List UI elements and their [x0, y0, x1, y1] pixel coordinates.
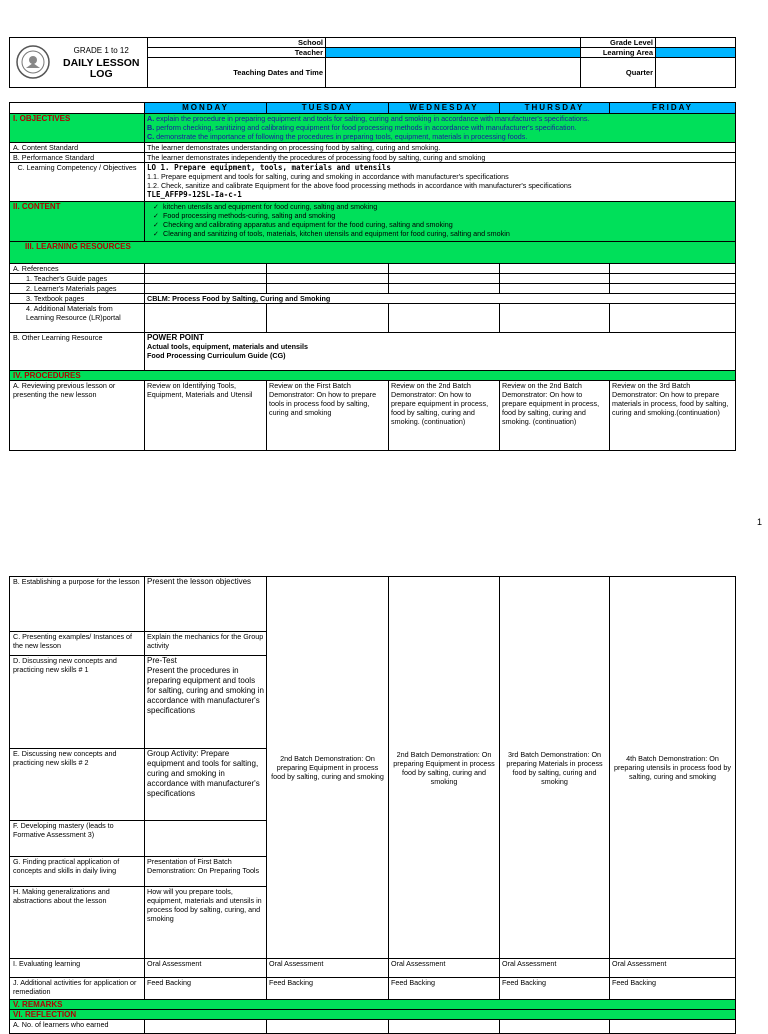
- procedure-b-label: B. Establishing a purpose for the lesson: [10, 577, 145, 632]
- procedure-j-label: J. Additional activities for application or remediation: [10, 978, 145, 1000]
- procedure-i-friday: Oral Assessment: [610, 959, 736, 978]
- content-label: II. CONTENT: [10, 202, 145, 242]
- content-row: [10, 202, 736, 242]
- procedure-a-tuesday: Review on the First Batch Demonstrator: On how to prepare tools in process food by salting, curing and smoking: [267, 381, 389, 451]
- procedure-f-monday: [145, 821, 267, 857]
- other-row: [10, 333, 736, 371]
- tg-label: 1. Teacher's Guide pages: [10, 274, 145, 284]
- school-value[interactable]: [326, 38, 581, 48]
- competency-row: [10, 163, 736, 202]
- content-list: [145, 202, 736, 242]
- procedure-c-monday: Explain the mechanics for the Group activity: [145, 632, 267, 656]
- title-line2: LOG: [89, 67, 113, 80]
- competency-label: C. Learning Competency / Objectives: [10, 163, 145, 202]
- remarks-label: V. REMARKS: [10, 1000, 736, 1010]
- content-standard-label: A. Content Standard: [10, 143, 145, 153]
- content-standard-row: [10, 143, 736, 153]
- procedures-label: IV. PROCEDURES: [10, 371, 736, 381]
- demo-wednesday: 2nd Batch Demonstration: On preparing Equipment in process food by salting, curing and smoking: [389, 577, 500, 959]
- procedure-i-label: I. Evaluating learning: [10, 959, 145, 978]
- quarter-value[interactable]: [656, 58, 736, 88]
- competency-value: [145, 163, 736, 202]
- performance-standard-row: [10, 153, 736, 163]
- day-thursday: THURSDAY: [500, 103, 610, 114]
- grade-level-label: Grade Level: [581, 38, 656, 48]
- procedure-i-row: [10, 959, 736, 978]
- competency-item-2: 1.2. Check, sanitize and calibrate Equipment for the above food processing methods in accordance with manufacturer's specifications: [147, 181, 572, 190]
- textbook-row: [10, 294, 736, 304]
- procedure-f-label: F. Developing mastery (leads to Formative Assessment 3): [10, 821, 145, 857]
- competency-item-1: 1.1. Prepare equipment and tools for salting, curing and smoking in accordance with manufacturer's specifications: [147, 172, 509, 181]
- content-standard-value: The learner demonstrates understanding on processing food by salting, curing and smoking.: [145, 143, 736, 153]
- other-item: Actual tools, equipment, materials and utensils: [147, 342, 308, 351]
- performance-standard-value: The learner demonstrates independently the procedures of processing food by salting, curing and smoking: [145, 153, 736, 163]
- teacher-value[interactable]: [326, 48, 581, 58]
- references-row: [10, 264, 736, 274]
- textbook-label: 3. Textbook pages: [10, 294, 145, 304]
- objectives-row: [10, 114, 736, 143]
- title-line1: DAILY LESSON: [63, 56, 140, 69]
- lesson-table: [9, 102, 736, 451]
- procedure-d-monday: Pre-Test Present the procedures in preparing equipment and tools for salting, curing and smoking in accordance with manufacturer's specifications: [145, 656, 267, 749]
- other-label: B. Other Learning Resource: [10, 333, 145, 371]
- header-table: [9, 37, 736, 88]
- teacher-label: Teacher: [148, 48, 326, 58]
- reflection-row: [10, 1010, 736, 1020]
- references-label: A. References: [10, 264, 145, 274]
- procedure-a-monday: Review on Identifying Tools, Equipment, Materials and Utensil: [145, 381, 267, 451]
- tg-row: [10, 274, 736, 284]
- procedure-b-row: [10, 577, 736, 632]
- procedures-row: [10, 371, 736, 381]
- procedure-i-tuesday: Oral Assessment: [267, 959, 389, 978]
- other-item: Food Processing Curriculum Guide (CG): [147, 351, 286, 360]
- demo-friday: 4th Batch Demonstration: On preparing utensils in process food by salting, curing and smoking: [610, 577, 736, 959]
- reflection-a-row: [10, 1020, 736, 1034]
- textbook-value: CBLM: Process Food by Salting, Curing and Smoking: [145, 294, 736, 304]
- procedure-j-wednesday: Feed Backing: [389, 978, 500, 1000]
- procedure-g-monday: Presentation of First Batch Demonstration: On Preparing Tools: [145, 857, 267, 887]
- procedure-j-tuesday: Feed Backing: [267, 978, 389, 1000]
- demo-thursday: 3rd Batch Demonstration: On preparing Materials in process food by salting, curing and smoking: [500, 577, 610, 959]
- content-item: ✓ Cleaning and sanitizing of tools, materials, kitchen utensils and equipment for food curing, salting and smokin: [153, 229, 510, 238]
- grade-text: GRADE 1 to 12: [73, 45, 129, 55]
- procedure-j-thursday: Feed Backing: [500, 978, 610, 1000]
- procedure-i-wednesday: Oral Assessment: [389, 959, 500, 978]
- lm-row: [10, 284, 736, 294]
- other-item: POWER POINT: [147, 333, 204, 342]
- resources-label: III. LEARNING RESOURCES: [10, 242, 736, 264]
- procedure-g-label: G. Finding practical application of concepts and skills in daily living: [10, 857, 145, 887]
- procedure-i-thursday: Oral Assessment: [500, 959, 610, 978]
- remarks-row: [10, 1000, 736, 1010]
- content-item: ✓ Food processing methods-curing, salting and smoking: [153, 211, 336, 220]
- day-tuesday: TUESDAY: [267, 103, 389, 114]
- objectives-label: I. OBJECTIVES: [10, 114, 145, 143]
- procedure-b-monday: Present the lesson objectives: [145, 577, 267, 632]
- learning-area-value[interactable]: [656, 48, 736, 58]
- procedure-h-label: H. Making generalizations and abstractions about the lesson: [10, 887, 145, 959]
- objectives-cell: A. explain the procedure in preparing equipment and tools for salting, curing and smoking in accordance with manufacturer's specifications. B. perform checking, sanitizing and calibrating equipment for food processing methods in accordance with manufacturer's specification. C. demonstrate the importance of following the procedures in preparing tools, equipment, materials in processing foods.: [145, 114, 736, 143]
- quarter-label: Quarter: [581, 58, 656, 88]
- day-monday: MONDAY: [145, 103, 267, 114]
- school-label: School: [148, 38, 326, 48]
- resources-row: [10, 242, 736, 264]
- procedure-i-monday: Oral Assessment: [145, 959, 267, 978]
- additional-label: 4. Additional Materials from Learning Resource (LR)portal: [10, 304, 145, 333]
- reflection-label: VI. REFLECTION: [10, 1010, 736, 1020]
- competency-title: LO 1. Prepare equipment, tools, materials and utensils: [147, 163, 391, 172]
- grade-level-value[interactable]: [656, 38, 736, 48]
- page-number: 1: [756, 517, 762, 527]
- procedure-j-monday: Feed Backing: [145, 978, 267, 1000]
- procedure-a-thursday: Review on the 2nd Batch Demonstrator: On how to prepare equipment in process, food by salting, curing and smoking. (continuation): [500, 381, 610, 451]
- dates-label: Teaching Dates and Time: [148, 58, 326, 88]
- title-cell: [56, 38, 148, 88]
- deped-seal-icon: [15, 44, 51, 80]
- procedure-e-label: E. Discussing new concepts and practicing new skills # 2: [10, 749, 145, 821]
- day-friday: FRIDAY: [610, 103, 736, 114]
- procedure-a-wednesday: Review on the 2nd Batch Demonstrator: On how to prepare equipment in process, food by salting, curing and smoking. (continuation): [389, 381, 500, 451]
- dates-value[interactable]: [326, 58, 581, 88]
- seal-cell: [10, 38, 56, 88]
- procedure-a-label: A. Reviewing previous lesson or presenting the new lesson: [10, 381, 145, 451]
- performance-standard-label: B. Performance Standard: [10, 153, 145, 163]
- learning-area-label: Learning Area: [581, 48, 656, 58]
- procedure-h-monday: How will you prepare tools, equipment, materials and utensils in process food by salting, curing, and smoking: [145, 887, 267, 959]
- competency-code: TLE_AFFP9-12SL-Ia-c-1: [147, 190, 242, 199]
- lm-label: 2. Learner's Materials pages: [10, 284, 145, 294]
- other-value: [145, 333, 736, 371]
- procedure-c-label: C. Presenting examples/ Instances of the new lesson: [10, 632, 145, 656]
- content-item: ✓ kitchen utensils and equipment for food curing, salting and smoking: [153, 202, 378, 211]
- procedure-a-friday: Review on the 3rd Batch Demonstrator: On how to prepare materials in process, food by salting, curing and smoking.(continuation): [610, 381, 736, 451]
- reflection-a-label: A. No. of learners who earned: [10, 1020, 145, 1034]
- day-wednesday: WEDNESDAY: [389, 103, 500, 114]
- lesson-table-continued: [9, 576, 736, 1034]
- procedure-j-row: [10, 978, 736, 1000]
- day-header-row: [10, 103, 736, 114]
- additional-row: [10, 304, 736, 333]
- day-corner: [10, 103, 145, 114]
- procedure-j-friday: Feed Backing: [610, 978, 736, 1000]
- procedure-d-label: D. Discussing new concepts and practicing new skills # 1: [10, 656, 145, 749]
- procedure-e-monday: Group Activity: Prepare equipment and tools for salting, curing and smoking in accordance with manufacturer's specifications: [145, 749, 267, 821]
- content-item: ✓ Checking and calibrating apparatus and equipment for the food curing, salting and smoking: [153, 220, 453, 229]
- page-2: [0, 550, 768, 1029]
- demo-tuesday: 2nd Batch Demonstration: On preparing Equipment in process food by salting, curing and smoking: [267, 577, 389, 959]
- procedure-a-row: [10, 381, 736, 451]
